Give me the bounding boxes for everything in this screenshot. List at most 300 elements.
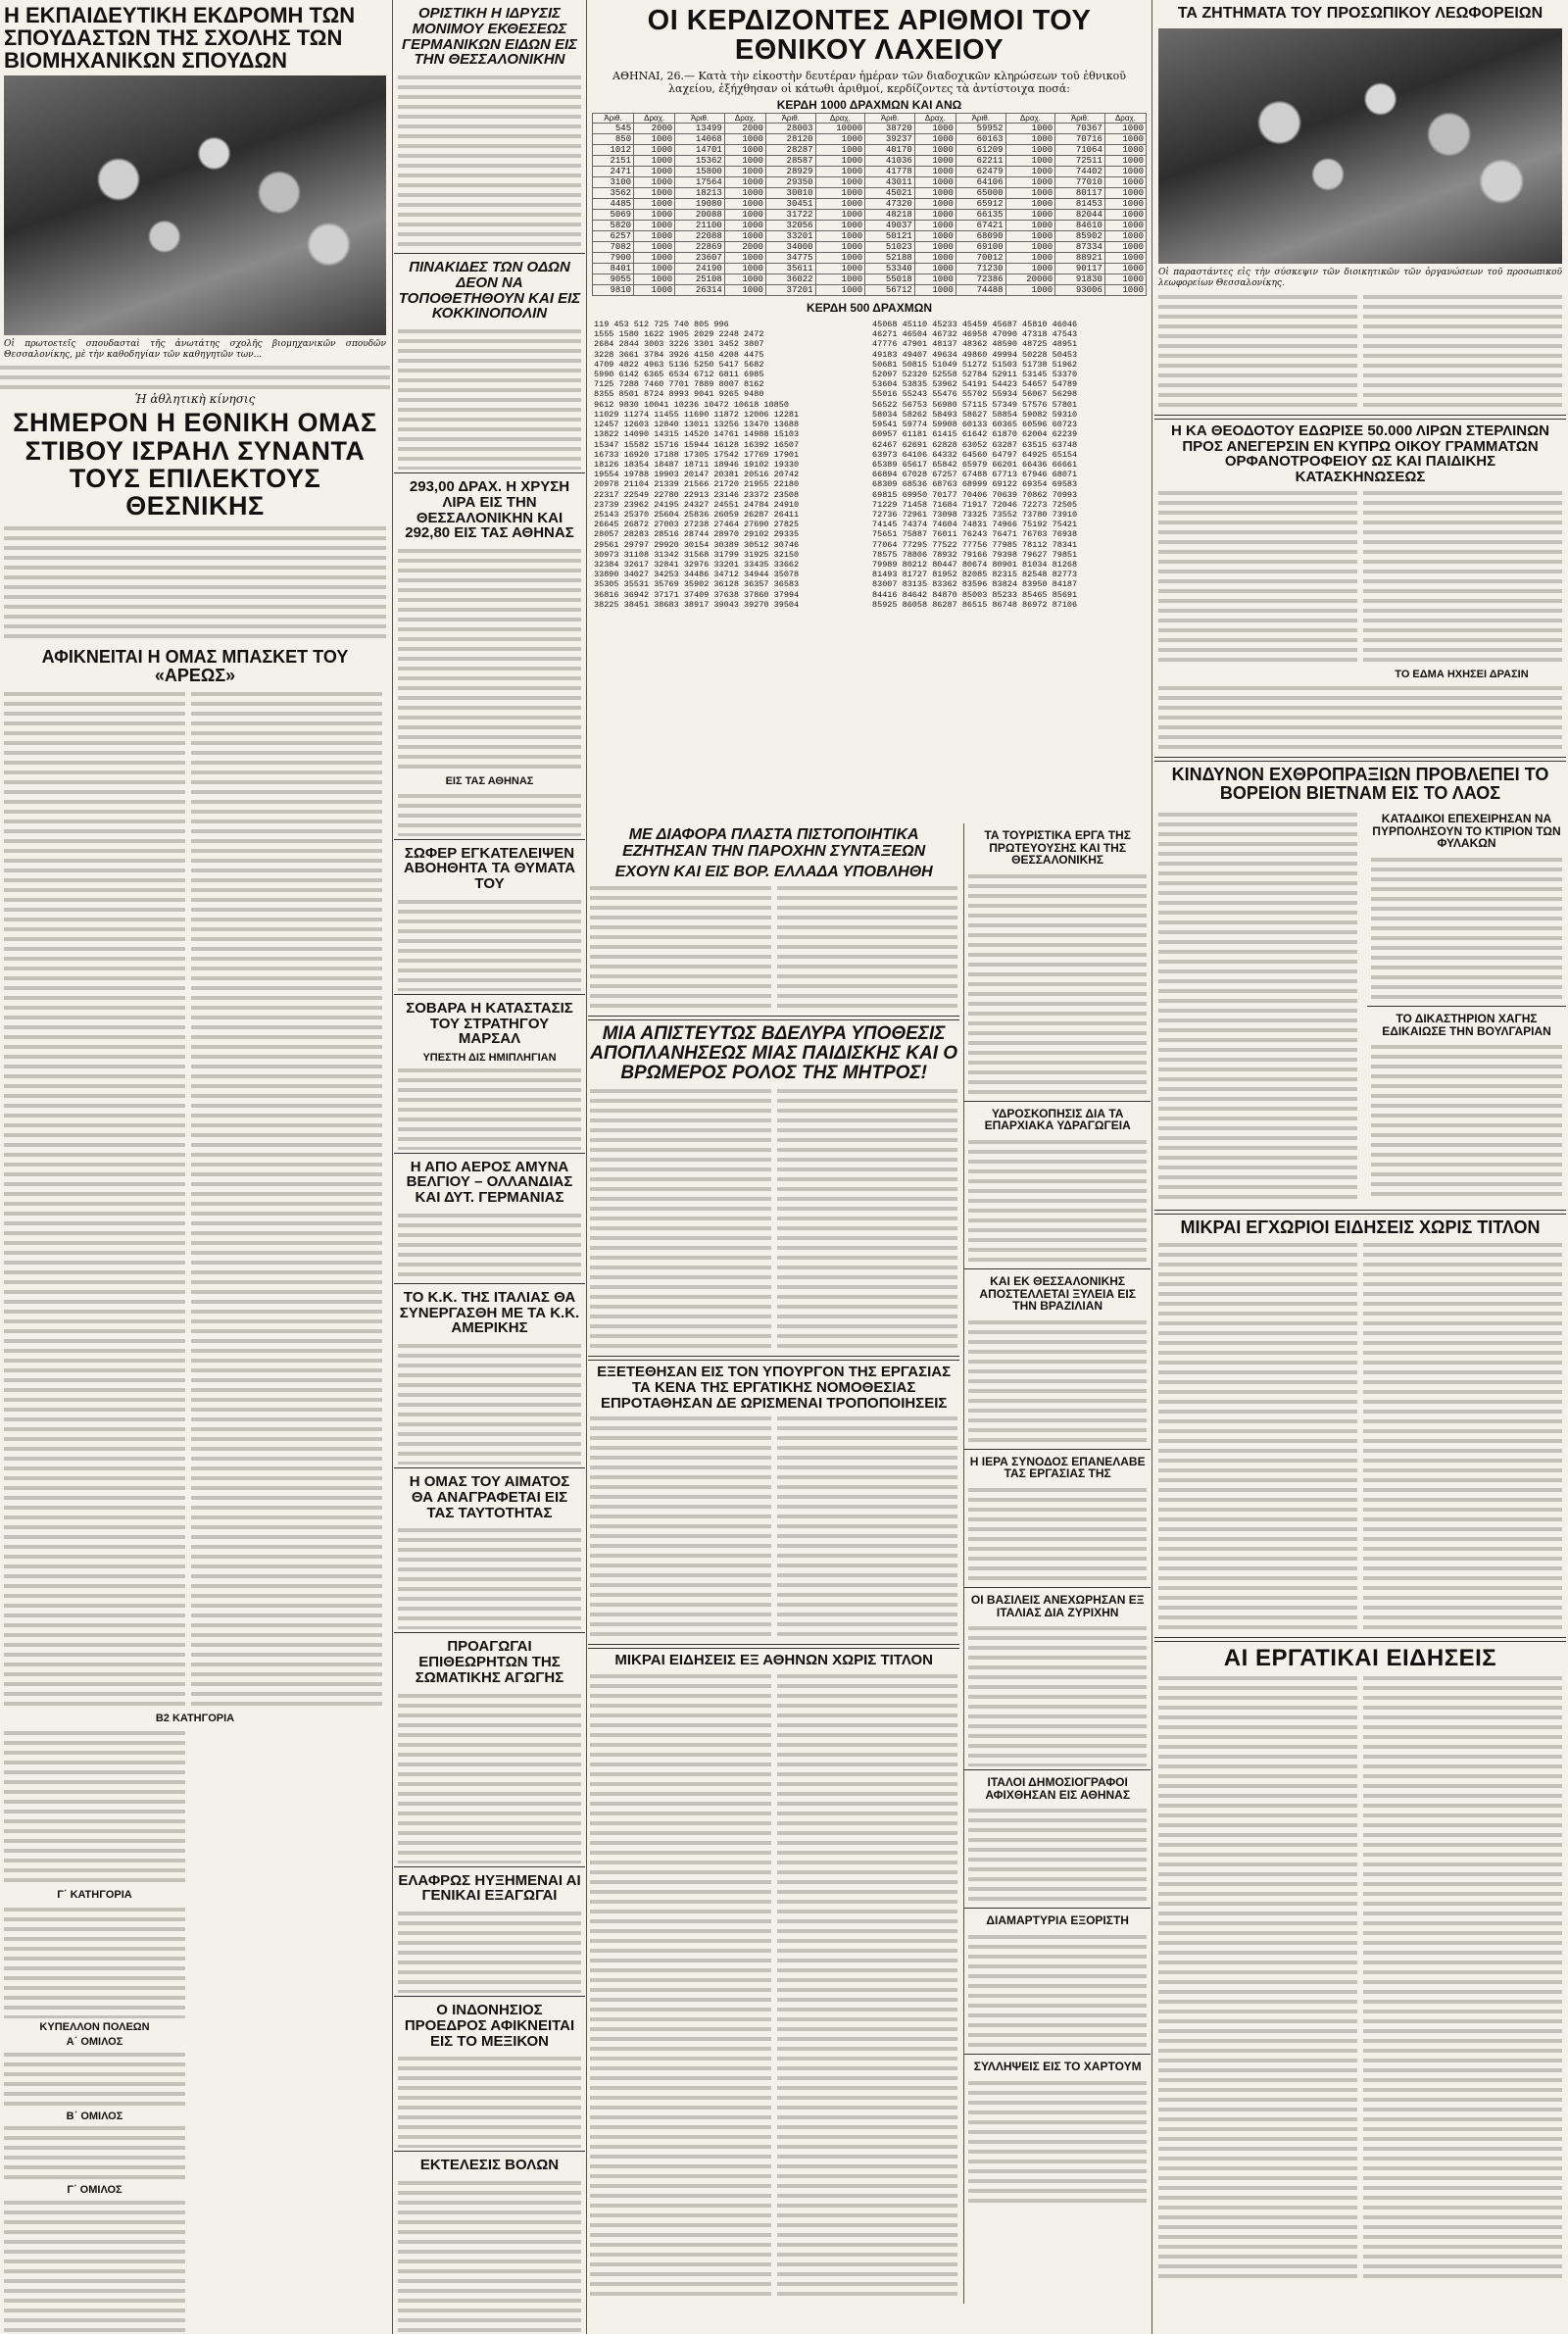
table-cell: 1000	[1104, 199, 1146, 210]
table-cell: 1000	[1104, 188, 1146, 199]
table-cell: 5820	[593, 221, 634, 231]
table-cell: 14701	[675, 145, 725, 156]
number-line: 69815 69950 70177 70406 70639 70862 70993	[872, 489, 1078, 500]
driver-headline: ΣΩΦΕΡ ΕΓΚΑΤΕΛΕΙΨΕΝ ΑΒΟΗΘΗΤΑ ΤΑ ΘΥΜΑΤΑ ΤΟΥ	[404, 844, 575, 893]
table-row	[593, 210, 1147, 221]
table-cell: 1000	[1104, 134, 1146, 145]
table-cell: 1000	[1104, 242, 1146, 253]
tourism-headline: ΤΑ ΤΟΥΡΙΣΤΙΚΑ ΕΡΓΑ ΤΗΣ ΠΡΩΤΕΥΟΥΣΗΣ ΚΑΙ ΤΗΣ ΘΕΣΣΑΛΟΝΙΚΗΣ	[984, 828, 1131, 868]
number-line: 29561 29797 29920 30154 30389 30512 30746	[594, 539, 800, 550]
table-cell: 20000	[1005, 274, 1055, 285]
number-line: 66894 67028 67257 67488 67713 67946 68071	[872, 470, 1078, 480]
table-cell: 85902	[1055, 231, 1105, 242]
number-line: 1555 1580 1622 1905 2029 2248 2472	[594, 329, 764, 340]
number-line: 19554 19788 19903 20147 20381 20516 20742	[594, 470, 800, 480]
table-cell: 1000	[914, 221, 956, 231]
table-cell: 70367	[1055, 124, 1105, 134]
number-line: 12457 12603 12840 13011 13256 13470 13688	[594, 420, 800, 430]
table-cell: 1000	[724, 167, 765, 177]
number-line: 55016 55243 55476 55702 55934 56067 56298	[872, 389, 1078, 400]
table-cell: 1000	[634, 188, 675, 199]
table-cell: 1000	[815, 253, 865, 264]
table-cell: 1000	[1005, 221, 1055, 231]
table-cell: 56712	[865, 285, 915, 296]
table-cell: 32056	[765, 221, 815, 231]
table-cell: 1000	[1104, 221, 1146, 231]
table-cell: 51023	[865, 242, 915, 253]
table-row	[593, 134, 1147, 145]
table-cell: 40170	[865, 145, 915, 156]
table-cell: 64106	[956, 177, 1005, 188]
number-line: 36816 36942 37171 37409 37638 37860 37994	[594, 589, 800, 600]
table-cell: 1000	[914, 253, 956, 264]
credits-sub: ΕΧΟΥΝ ΚΑΙ ΕΙΣ ΒΟΡ. ΕΛΛΑΔΑ ΥΠΟΒΛΗΘΗ	[614, 863, 933, 880]
number-line: 15347 15582 15716 15944 16128 16392 16507	[594, 439, 800, 450]
table-cell: 1000	[815, 285, 865, 296]
table-cell: 850	[593, 134, 634, 145]
table-cell: 37201	[765, 285, 815, 296]
number-line: 52097 52320 52558 52784 52911 53145 53370	[872, 370, 1078, 380]
number-line: 47776 47901 48137 48362 48590 48725 48951	[872, 339, 1078, 350]
table-cell: 1000	[1104, 285, 1146, 296]
table-cell: 1000	[1005, 167, 1055, 177]
number-line: 8355 8501 8724 8993 9041 9265 9480	[594, 389, 764, 400]
table-cell: 9810	[593, 285, 634, 296]
number-line: 53604 53835 53962 54191 54423 54657 54789	[872, 379, 1078, 390]
number-line: 79989 80212 80447 80674 80901 81034 81268	[872, 559, 1078, 570]
table-cell: 3100	[593, 177, 634, 188]
table-cell: 2471	[593, 167, 634, 177]
table-cell: 1000	[634, 221, 675, 231]
table-cell: 41778	[865, 167, 915, 177]
table-cell: 55018	[865, 274, 915, 285]
col-header-amount: Δραχ.	[914, 114, 956, 124]
defense-headline: Η ΑΠΟ ΑΕΡΟΣ ΑΜΥΝΑ ΒΕΛΓΙΟΥ – ΟΛΛΑΝΔΙΑΣ ΚΑΙ ΔΥΤ. ΓΕΡΜΑΝΙΑΣ	[406, 1158, 573, 1207]
table-cell: 1000	[1104, 177, 1146, 188]
number-line: 83007 83135 83362 83596 83824 83950 84187	[872, 579, 1078, 590]
number-line: 33890 34027 34253 34486 34712 34944 35078	[594, 570, 800, 580]
table-cell: 1000	[1104, 124, 1146, 134]
athens-prices: ΕΙΣ ΤΑΣ ΑΘΗΝΑΣ	[445, 775, 534, 787]
blood-headline: Η ΟΜΑΣ ΤΟΥ ΑΙΜΑΤΟΣ ΘΑ ΑΝΑΓΡΑΦΕΤΑΙ ΕΙΣ ΤΑΣ ΤΑΥΤΟΤΗΤΑΣ	[409, 1473, 570, 1521]
table-cell: 23607	[675, 253, 725, 264]
table-cell: 1000	[815, 221, 865, 231]
table-cell: 1000	[914, 285, 956, 296]
table-cell: 1000	[724, 285, 765, 296]
edma-headline: ΤΟ ΕΔΜΑ ΗΧΗΣΕΙ ΔΡΑΣΙΝ	[1395, 668, 1529, 680]
table-cell: 28287	[765, 145, 815, 156]
table-cell: 93006	[1055, 285, 1105, 296]
number-line: 32384 32617 32841 32976 33201 33435 33662	[594, 559, 800, 570]
table-cell: 30451	[765, 199, 815, 210]
table-cell: 1000	[724, 156, 765, 167]
number-line: 72736 72961 73098 73325 73552 73780 73910	[872, 509, 1078, 520]
table-cell: 22088	[675, 231, 725, 242]
col-header-amount: Δραχ.	[724, 114, 765, 124]
table-cell: 1000	[914, 134, 956, 145]
table-cell: 20088	[675, 210, 725, 221]
table-cell: 1000	[1005, 199, 1055, 210]
table-cell: 1000	[914, 231, 956, 242]
road-signs-headline: ΠΙΝΑΚΙΔΕΣ ΤΩΝ ΟΔΩΝ ΔΕΟΝ ΝΑ ΤΟΠΟΘΕΤΗΘΟΥΝ ΚΑΙ ΕΙΣ ΚΟΚΚΙΝΟΠΟΛΙΝ	[398, 259, 581, 323]
table-cell: 1000	[1104, 210, 1146, 221]
athens-news-headline: ΜΙΚΡΑΙ ΕΙΔΗΣΕΙΣ ΕΞ ΑΘΗΝΩΝ ΧΩΡΙΣ ΤΙΤΛΟΝ	[614, 1652, 933, 1669]
photo-caption: Οἱ πρωτοετεῖς σπουδασταὶ τῆς ἀνωτάτης σχολῆς βιομηχανικῶν σπουδῶν Θεσσαλονίκης, μὲ τὴν καθοδηγίαν τῶν καθηγητῶν των...	[4, 339, 386, 361]
table-cell: 71230	[956, 264, 1005, 274]
number-line: 75651 75887 76011 76243 76471 76703 76938	[872, 529, 1078, 540]
lottery-table-title: ΚΕΡΔΗ 1000 ΔΡΑΧΜΩΝ ΚΑΙ ΑΝΩ	[776, 97, 962, 112]
small-prizes-right	[872, 320, 1139, 610]
number-line: 78575 78806 78932 79166 79398 79627 79851	[872, 549, 1078, 560]
table-cell: 15800	[675, 167, 725, 177]
table-cell: 28587	[765, 156, 815, 167]
table-cell: 45021	[865, 188, 915, 199]
table-cell: 1000	[815, 156, 865, 167]
b-category: Β2 ΚΑΤΗΓΟΡΙΑ	[155, 1713, 235, 1725]
number-line: 50681 50815 51049 51272 51503 51738 51962	[872, 359, 1078, 370]
table-cell: 62479	[956, 167, 1005, 177]
scandal-headline: ΜΙΑ ΑΠΙΣΤΕΥΤΩΣ ΒΔΕΛΥΡΑ ΥΠΟΘΕΣΙΣ ΑΠΟΠΛΑΝΗΣΕΩΣ ΜΙΑΣ ΠΑΙΔΙΣΚΗΣ ΚΑΙ Ο ΒΡΩΜΕΡΟΣ ΡΟΛΟΣ ΤΗΣ ΜΗΤΡΟΣ!	[590, 1023, 958, 1084]
table-cell: 1000	[1104, 167, 1146, 177]
water-headline: ΥΔΡΟΣΚΟΠΗΣΙΣ ΔΙΑ ΤΑ ΕΠΑΡΧΙΑΚΑ ΥΔΡΑΓΩΓΕΙΑ	[984, 1106, 1131, 1133]
table-cell: 1000	[815, 274, 865, 285]
table-cell: 1000	[815, 231, 865, 242]
number-line: 84416 84642 84870 85003 85233 85465 85691	[872, 589, 1078, 600]
table-cell: 1000	[724, 188, 765, 199]
col-header-number: Ἀριθ.	[675, 114, 725, 124]
table-cell: 1000	[1005, 253, 1055, 264]
table-cell: 3562	[593, 188, 634, 199]
number-line: 4709 4822 4963 5136 5250 5417 5682	[594, 359, 764, 370]
table-cell: 74488	[956, 285, 1005, 296]
table-cell: 6257	[593, 231, 634, 242]
table-cell: 1000	[914, 167, 956, 177]
table-cell: 84610	[1055, 221, 1105, 231]
brazil-headline: ΚΑΙ ΕΚ ΘΕΣΣΑΛΟΝΙΚΗΣ ΑΠΟΣΤΕΛΛΕΤΑΙ ΞΥΛΕΙΑ ΕΙΣ ΤΗΝ ΒΡΑΖΙΛΙΑΝ	[979, 1273, 1136, 1314]
table-cell: 1000	[634, 253, 675, 264]
table-cell: 9055	[593, 274, 634, 285]
table-cell: 1000	[815, 199, 865, 210]
table-row	[593, 285, 1147, 296]
table-cell: 1000	[815, 210, 865, 221]
column-right	[1154, 0, 1566, 2334]
number-line: 85925 86058 86287 86515 86748 86972 87106	[872, 599, 1078, 610]
table-cell: 65000	[956, 188, 1005, 199]
col-header-number: Ἀριθ.	[593, 114, 634, 124]
table-cell: 1000	[1104, 156, 1146, 167]
table-row	[593, 221, 1147, 231]
labor-headline: ΕΞΕΤΕΘΗΣΑΝ ΕΙΣ ΤΟΝ ΥΠΟΥΡΓΟΝ ΤΗΣ ΕΡΓΑΣΙΑΣ ΤΑ ΚΕΝΑ ΤΗΣ ΕΡΓΑΤΙΚΗΣ ΝΟΜΟΘΕΣΙΑΣ ΕΠΡΟΤΑΘΗΣΑΝ ΔΕ ΩΡΙΣΜΕΝΑΙ ΤΡΟΠΟΠΟΙΗΣΕΙΣ	[597, 1364, 952, 1412]
table-cell: 2151	[593, 156, 634, 167]
table-cell: 1000	[914, 199, 956, 210]
table-cell: 80117	[1055, 188, 1105, 199]
g-category: Γ΄ ΚΑΤΗΓΟΡΙΑ	[57, 1888, 132, 1901]
table-cell: 28929	[765, 167, 815, 177]
table-cell: 1000	[1005, 156, 1055, 167]
table-cell: 1000	[1005, 177, 1055, 188]
table-cell: 1000	[724, 253, 765, 264]
table-cell: 1000	[914, 124, 956, 134]
table-cell: 7082	[593, 242, 634, 253]
table-cell: 10000	[815, 124, 865, 134]
supervisors-headline: ΠΡΟΑΓΩΓΑΙ ΕΠΙΘΕΩΡΗΤΩΝ ΤΗΣ ΣΩΜΑΤΙΚΗΣ ΑΓΩΓΗΣ	[415, 1638, 564, 1686]
lottery-section	[588, 0, 1151, 819]
table-cell: 47320	[865, 199, 915, 210]
col-header-number: Ἀριθ.	[956, 114, 1005, 124]
journalists-headline: ΙΤΑΛΟΙ ΔΗΜΟΣΙΟΓΡΑΦΟΙ ΑΦΙΧΘΗΣΑΝ ΕΙΣ ΑΘΗΝΑΣ	[985, 1775, 1131, 1802]
prisoners-headline: ΚΑΤΑΔΙΚΟΙ ΕΠΕΧΕΙΡΗΣΑΝ ΝΑ ΠΥΡΠΟΛΗΣΟΥΝ ΤΟ ΚΤΙΡΙΟΝ ΤΩΝ ΦΥΛΑΚΩΝ	[1372, 812, 1561, 851]
lottery-headline: ΟΙ ΚΕΡΔΙΖΟΝΤΕΣ ΑΡΙΘΜΟΙ ΤΟΥ ΕΘΝΙΚΟΥ ΛΑΧΕΙΟΥ	[647, 5, 1092, 67]
table-cell: 1000	[634, 210, 675, 221]
table-cell: 62211	[956, 156, 1005, 167]
table-row	[593, 231, 1147, 242]
table-cell: 1000	[634, 134, 675, 145]
col-header-amount: Δραχ.	[1005, 114, 1055, 124]
table-cell: 1000	[914, 188, 956, 199]
number-line: 119 453 512 725 740 805 996	[594, 320, 729, 330]
column-two	[394, 0, 585, 2334]
table-cell: 1000	[1005, 188, 1055, 199]
table-cell: 72511	[1055, 156, 1105, 167]
table-cell: 17564	[675, 177, 725, 188]
number-line: 63973 64106 64332 64560 64797 64925 65154	[872, 449, 1078, 460]
court-headline: ΤΟ ΔΙΚΑΣΤΗΡΙΟΝ ΧΑΓΗΣ ΕΔΙΚΑΙΩΣΕ ΤΗΝ ΒΟΥΛΓΑΡΙΑΝ	[1382, 1011, 1551, 1038]
table-cell: 15362	[675, 156, 725, 167]
center-mid	[588, 823, 1151, 2334]
table-cell: 1000	[724, 274, 765, 285]
number-line: 46271 46504 46732 46958 47090 47318 47543	[872, 329, 1078, 340]
table-cell: 1000	[914, 242, 956, 253]
table-cell: 1000	[1005, 242, 1055, 253]
number-line: 23739 23962 24195 24327 24551 24784 24910	[594, 499, 800, 510]
col-header-number: Ἀριθ.	[1055, 114, 1105, 124]
table-cell: 1000	[724, 221, 765, 231]
table-cell: 1000	[634, 156, 675, 167]
table-cell: 1000	[914, 145, 956, 156]
table-cell: 1000	[815, 167, 865, 177]
table-cell: 53340	[865, 264, 915, 274]
lottery-small-title: ΚΕΡΔΗ 500 ΔΡΑΧΜΩΝ	[806, 301, 932, 316]
table-cell: 1000	[1005, 231, 1055, 242]
number-line: 26645 26872 27003 27238 27464 27690 27825	[594, 520, 800, 530]
table-cell: 65912	[956, 199, 1005, 210]
number-line: 2684 2844 3003 3226 3301 3452 3807	[594, 339, 764, 350]
table-cell: 1000	[914, 156, 956, 167]
table-cell: 1000	[634, 177, 675, 188]
table-cell: 82044	[1055, 210, 1105, 221]
table-cell: 72386	[956, 274, 1005, 285]
table-cell: 1000	[724, 210, 765, 221]
table-row	[593, 199, 1147, 210]
group-g: Γ΄ ΟΜΙΛΟΣ	[67, 2184, 122, 2197]
staff-photo	[1158, 28, 1562, 264]
table-cell: 41036	[865, 156, 915, 167]
number-line: 3228 3661 3784 3926 4150 4208 4475	[594, 349, 764, 360]
table-cell: 1000	[914, 210, 956, 221]
table-cell: 28120	[765, 134, 815, 145]
sports-headline: ΣΗΜΕΡΟΝ Η ΕΘΝΙΚΗ ΟΜΑΣ ΣΤΙΒΟΥ ΙΣΡΑΗΛ ΣΥΝΑΝΤΑ ΤΟΥΣ ΕΠΙΛΕΚΤΟΥΣ ΘΕΣΝΙΚΗΣ	[13, 408, 377, 521]
table-cell: 87334	[1055, 242, 1105, 253]
table-cell: 1000	[724, 134, 765, 145]
col-header-amount: Δραχ.	[815, 114, 865, 124]
table-cell: 1000	[724, 145, 765, 156]
number-line: 13822 14090 14315 14520 14761 14988 15103	[594, 429, 800, 440]
table-cell: 81453	[1055, 199, 1105, 210]
table-cell: 1012	[593, 145, 634, 156]
table-cell: 39237	[865, 134, 915, 145]
table-cell: 4485	[593, 199, 634, 210]
number-line: 62467 62691 62828 63052 63287 63515 63748	[872, 439, 1078, 450]
table-row	[593, 156, 1147, 167]
small-prizes-left	[594, 320, 860, 610]
table-cell: 24190	[675, 264, 725, 274]
table-cell: 14068	[675, 134, 725, 145]
table-cell: 1000	[634, 285, 675, 296]
table-cell: 1000	[815, 264, 865, 274]
table-cell: 48218	[865, 210, 915, 221]
col-header-number: Ἀριθ.	[865, 114, 915, 124]
number-line: 28057 28283 28516 28744 28970 29102 29335	[594, 529, 800, 540]
table-row	[593, 124, 1147, 134]
table-cell: 1000	[1005, 145, 1055, 156]
small-news-headline: ΜΙΚΡΑΙ ΕΓΧΩΡΙΟΙ ΕΙΔΗΣΕΙΣ ΧΩΡΙΣ ΤΙΤΛΟΝ	[1180, 1217, 1541, 1238]
table-cell: 18213	[675, 188, 725, 199]
table-cell: 7900	[593, 253, 634, 264]
number-line: 9612 9830 10041 10236 10472 10618 10850	[594, 399, 789, 410]
table-cell: 33201	[765, 231, 815, 242]
table-cell: 43011	[865, 177, 915, 188]
number-line: 7125 7288 7460 7701 7889 8007 8162	[594, 379, 764, 390]
group-b: Β΄ ΟΜΙΛΟΣ	[66, 2110, 123, 2122]
table-cell: 1000	[634, 264, 675, 274]
aris-headline: ΑΦΙΚΝΕΙΤΑΙ Η ΟΜΑΣ ΜΠΑΣΚΕΤ ΤΟΥ «ΑΡΕΩΣ»	[41, 646, 349, 685]
table-cell: 30010	[765, 188, 815, 199]
table-cell: 1000	[1104, 145, 1146, 156]
lottery-table	[592, 113, 1147, 296]
table-cell: 1000	[1005, 124, 1055, 134]
paper-headline: ΣΥΛΛΗΨΕΙΣ ΕΙΣ ΤΟ ΧΑΡΤΟΥΜ	[973, 2059, 1142, 2073]
number-line: 16733 16920 17188 17305 17542 17769 17901	[594, 449, 800, 460]
table-cell: 1000	[1005, 134, 1055, 145]
col-header-amount: Δραχ.	[634, 114, 675, 124]
table-cell: 8401	[593, 264, 634, 274]
table-cell: 59952	[956, 124, 1005, 134]
number-line: 74145 74374 74604 74831 74966 75192 75421	[872, 520, 1078, 530]
table-cell: 2000	[724, 242, 765, 253]
table-cell: 19080	[675, 199, 725, 210]
table-cell: 26314	[675, 285, 725, 296]
number-line: 58034 58262 58493 58627 58854 59082 59310	[872, 409, 1078, 420]
photo-headline: Η ΕΚΠΑΙΔΕΥΤΙΚΗ ΕΚΔΡΟΜΗ ΤΩΝ ΣΠΟΥΔΑΣΤΩΝ ΤΗΣ ΣΧΟΛΗΣ ΤΩΝ ΒΙΟΜΗΧΑΝΙΚΩΝ ΣΠΟΥΔΩΝ	[4, 3, 356, 74]
table-row	[593, 145, 1147, 156]
table-cell: 52188	[865, 253, 915, 264]
table-cell: 21100	[675, 221, 725, 231]
president-headline: Ο ΙΝΔΟΝΗΣΙΟΣ ΠΡΟΕΔΡΟΣ ΑΦΙΚΝΕΙΤΑΙ ΕΙΣ ΤΟ ΜΕΞΙΚΟΝ	[404, 2002, 575, 2050]
table-cell: 68090	[956, 231, 1005, 242]
number-line: 25143 25370 25604 25836 26059 26287 26411	[594, 509, 800, 520]
table-row	[593, 253, 1147, 264]
table-cell: 1000	[724, 199, 765, 210]
table-cell: 50121	[865, 231, 915, 242]
table-cell: 34000	[765, 242, 815, 253]
table-cell: 1000	[914, 274, 956, 285]
kings-headline: ΟΙ ΒΑΣΙΛΕΙΣ ΑΝΕΧΩΡΗΣΑΝ ΕΞ ΙΤΑΛΙΑΣ ΔΙΑ ΖΥΡΙΧΗΝ	[970, 1592, 1145, 1619]
table-cell: 1000	[724, 231, 765, 242]
table-cell: 90117	[1055, 264, 1105, 274]
table-row	[593, 274, 1147, 285]
vietnam-headline: ΚΙΝΔΥΝΟΝ ΕΧΘΡΟΠΡΑΞΙΩΝ ΠΡΟΒΛΕΠΕΙ ΤΟ ΒΟΡΕΙΟΝ ΒΙΕΤΝΑΜ ΕΙΣ ΤΟ ΛΑΟΣ	[1171, 765, 1549, 804]
table-cell: 1000	[1104, 253, 1146, 264]
table-cell: 1000	[815, 242, 865, 253]
table-cell: 88921	[1055, 253, 1105, 264]
table-cell: 1000	[1005, 210, 1055, 221]
table-cell: 1000	[815, 134, 865, 145]
table-cell: 67421	[956, 221, 1005, 231]
table-cell: 66135	[956, 210, 1005, 221]
table-cell: 61209	[956, 145, 1005, 156]
table-cell: 49037	[865, 221, 915, 231]
table-cell: 1000	[815, 145, 865, 156]
execution-headline: ΕΚΤΕΛΕΣΙΣ ΒΟΛΩΝ	[419, 2157, 560, 2174]
table-cell: 91830	[1055, 274, 1105, 285]
table-cell: 31722	[765, 210, 815, 221]
gold-headline: 293,00 ΔΡΑΧ. Η ΧΡΥΣΗ ΛΙΡΑ ΕΙΣ ΤΗΝ ΘΕΣΣΑΛΟΝΙΚΗΝ ΚΑΙ 292,80 ΕΙΣ ΤΑΣ ΑΘΗΝΑΣ	[405, 478, 574, 542]
labor-news-headline: ΑΙ ΕΡΓΑΤΙΚΑΙ ΕΙΔΗΣΕΙΣ	[1223, 1645, 1497, 1672]
table-cell: 34775	[765, 253, 815, 264]
table-cell: 2000	[634, 124, 675, 134]
table-cell: 5069	[593, 210, 634, 221]
sports-kicker: Ἡ ἀθλητικὴ κίνησις	[134, 392, 256, 407]
table-row	[593, 188, 1147, 199]
number-line: 81493 81727 81952 82085 82315 82548 82773	[872, 570, 1078, 580]
number-line: 22317 22549 22780 22913 23146 23372 23508	[594, 489, 800, 500]
table-cell: 1000	[1005, 285, 1055, 296]
number-line: 65389 65617 65842 65979 66201 66436 66661	[872, 459, 1078, 470]
table-cell: 1000	[914, 177, 956, 188]
number-line: 45068 45110 45233 45459 45687 45810 46046	[872, 320, 1078, 330]
table-cell: 1000	[724, 264, 765, 274]
theodotou-headline: Η ΚΑ ΘΕΟΔΟΤΟΥ ΕΔΩΡΙΣΕ 50.000 ΛΙΡΩΝ ΣΤΕΡΛΙΝΩΝ ΠΡΟΣ ΑΝΕΓΕΡΣΙΝ ΕΝ ΚΥΠΡΩ ΟΙΚΟΥ ΓΡΑΜΜΑΤΩΝ ΟΡΦΑΝΟΤΡΟΦΕΙΟΥ ΩΣ ΚΑΙ ΠΑΙΔΙΚΗΣ ΚΑΤΑΣΚΗΝΩΣΕΩΣ	[1171, 422, 1549, 486]
number-line: 20978 21104 21339 21566 21720 21955 22180	[594, 479, 800, 490]
marshal-sub: ΥΠΕΣΤΗ ΔΙΣ ΗΜΙΠΛΗΓΙΑΝ	[422, 1052, 557, 1065]
number-line: 11029 11274 11455 11690 11872 12006 12281	[594, 409, 800, 420]
table-cell: 1000	[1005, 264, 1055, 274]
number-line: 49183 49407 49634 49860 49994 50228 50453	[872, 349, 1078, 360]
lottery-intro: ΑΘΗΝΑΙ, 26.— Κατὰ τὴν εἰκοστὴν δευτέραν ἡμέραν τῶν διαδοχικῶν κληρώσεων τοῦ ἐθνικοῦ λαχείου, ἐξήχθησαν οἱ κάτωθι ἀριθμοί, κερδίζοντες τὰ ἀντίστοιχα ποσά:	[612, 69, 1126, 95]
table-cell: 1000	[1104, 264, 1146, 274]
table-cell: 69100	[956, 242, 1005, 253]
table-cell: 1000	[724, 177, 765, 188]
table-cell: 1000	[634, 242, 675, 253]
number-line: 56522 56753 56980 57115 57349 57576 57801	[872, 399, 1078, 410]
table-cell: 22869	[675, 242, 725, 253]
table-row	[593, 177, 1147, 188]
table-cell: 1000	[634, 274, 675, 285]
table-cell: 36022	[765, 274, 815, 285]
table-cell: 28003	[765, 124, 815, 134]
table-cell: 35611	[765, 264, 815, 274]
table-cell: 70012	[956, 253, 1005, 264]
table-cell: 74402	[1055, 167, 1105, 177]
staff-headline: ΤΑ ΖΗΤΗΜΑΤΑ ΤΟΥ ΠΡΟΣΩΠΙΚΟΥ ΛΕΩΦΟΡΕΙΩΝ	[1177, 5, 1544, 22]
table-cell: 1000	[815, 188, 865, 199]
number-line: 60957 61181 61415 61642 61870 62004 62239	[872, 429, 1078, 440]
number-line: 35305 35531 35769 35902 36128 36357 36583	[594, 579, 800, 590]
table-cell: 1000	[634, 145, 675, 156]
cup-heading: ΚΥΠΕΛΛΟΝ ΠΟΛΕΩΝ	[39, 2020, 150, 2033]
marble-headline: ΔΙΑΜΑΡΤΥΡΙΑ ΕΞΟΡΙΣΤΗ	[986, 1913, 1129, 1928]
col-header-number: Ἀριθ.	[765, 114, 815, 124]
